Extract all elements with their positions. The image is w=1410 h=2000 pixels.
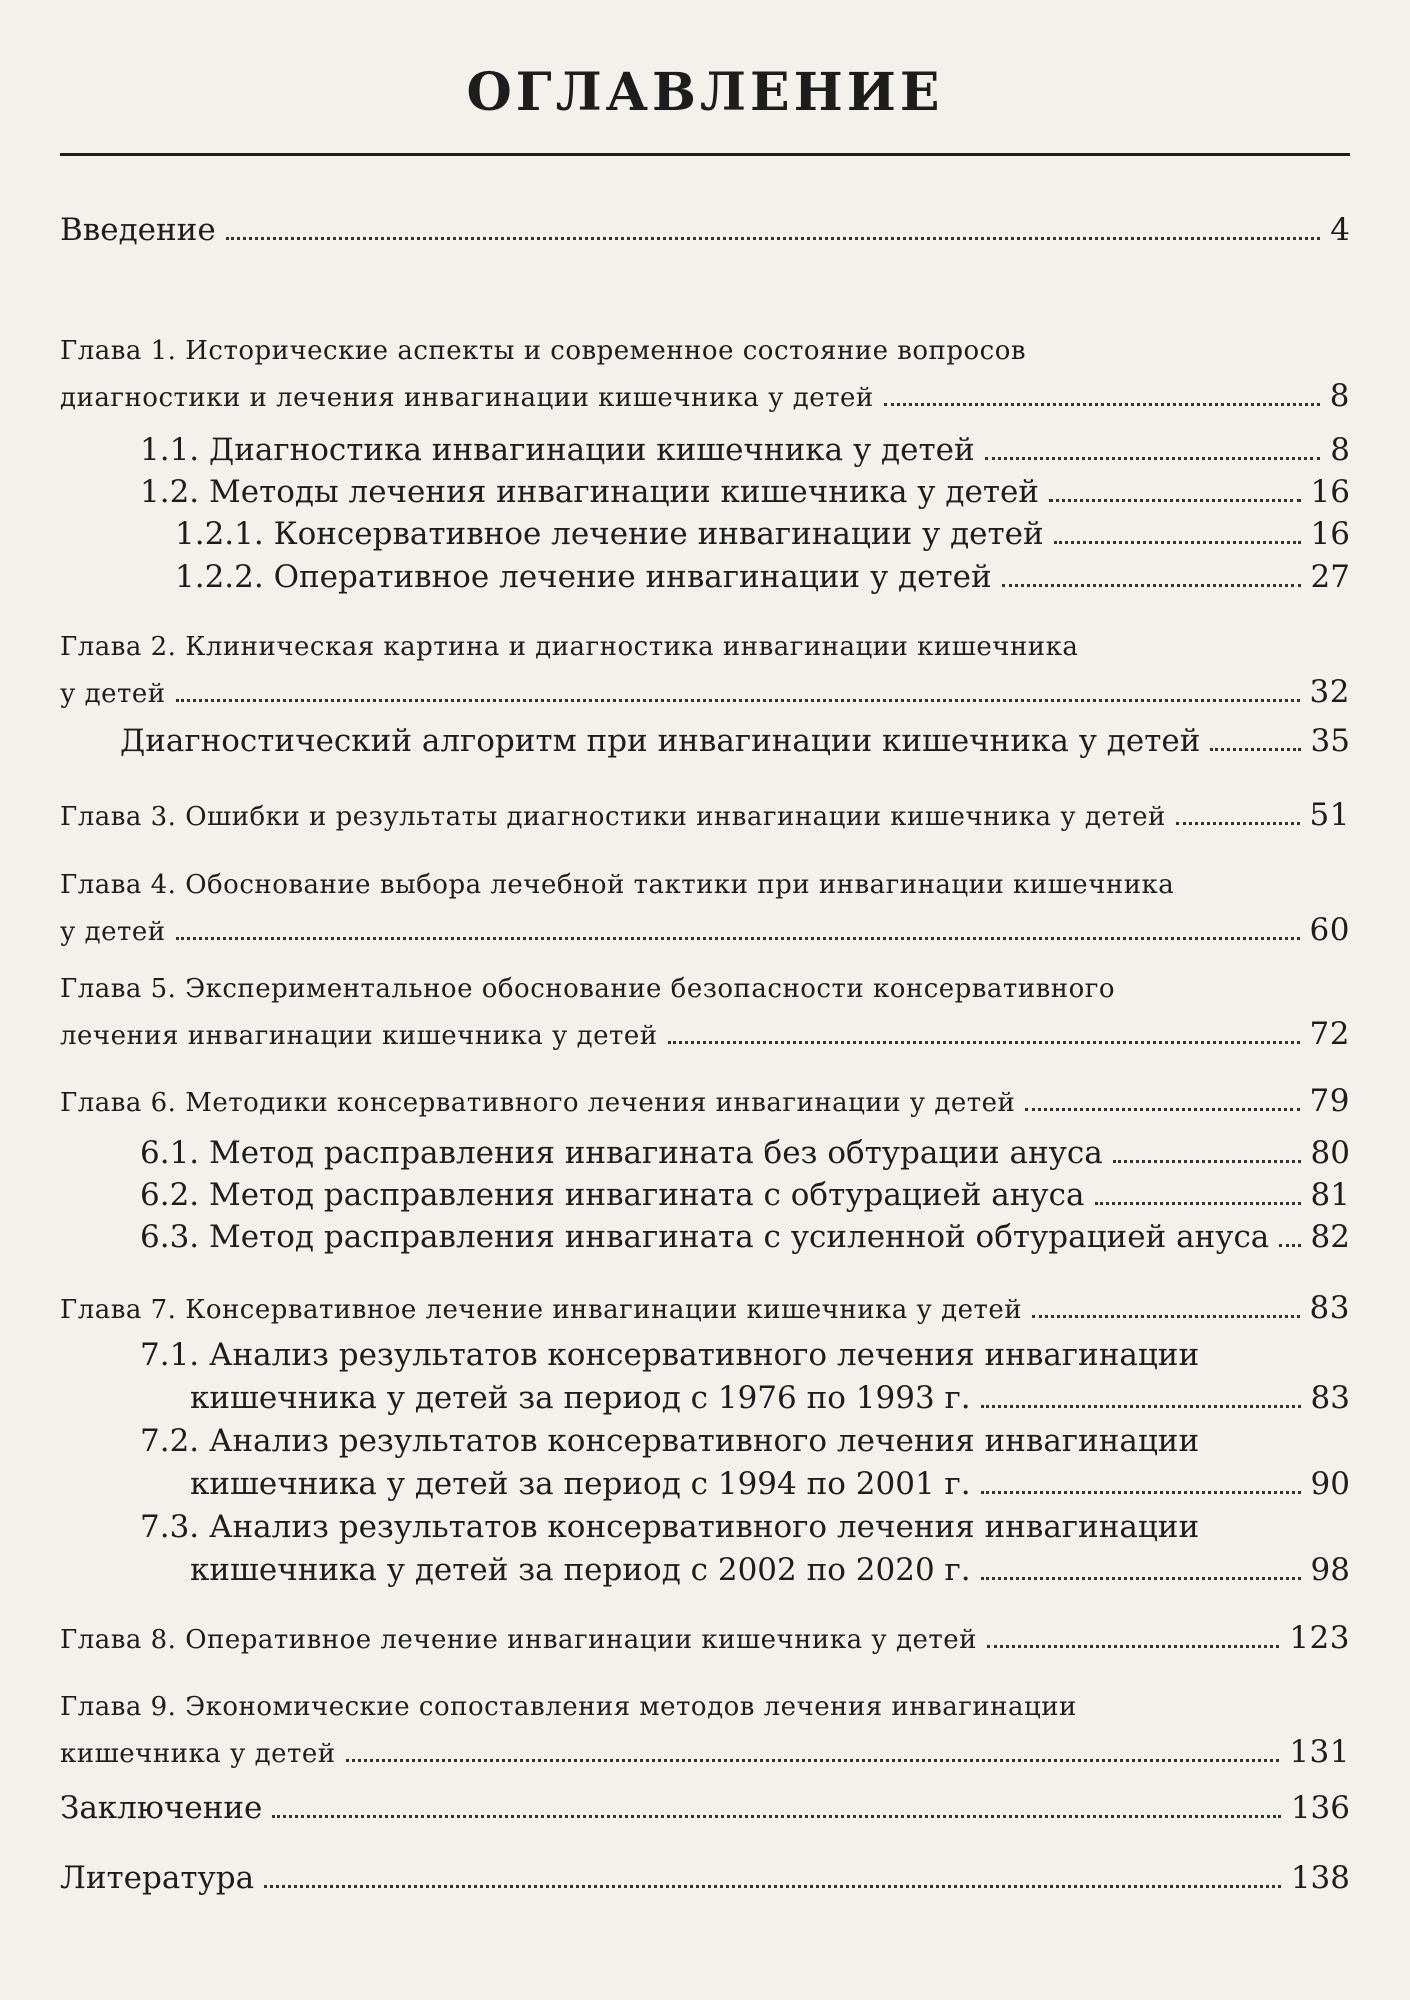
- toc-page-number: 83: [1310, 1380, 1350, 1416]
- leader-dots: [1054, 541, 1301, 544]
- toc-page-number: 136: [1290, 1790, 1350, 1826]
- toc-label-line1: 7.1. Анализ результатов консервативного лечения инвагинации: [140, 1337, 1200, 1373]
- toc-label-line2: кишечника у детей: [60, 1739, 336, 1769]
- toc-label-line2: лечения инвагинации кишечника у детей: [60, 1021, 658, 1051]
- toc-page-number: 82: [1310, 1219, 1350, 1255]
- leader-dots: [1025, 1108, 1299, 1111]
- toc-entry-chapter-8[interactable]: [60, 1620, 1350, 1656]
- toc-label: Глава 7. Консервативное лечение инвагинации кишечника у детей: [60, 1295, 1023, 1325]
- toc-label-line1: Глава 1. Исторические аспекты и современное состояние вопросов: [60, 336, 1027, 366]
- toc-entry-diagnostic-algorithm[interactable]: [60, 723, 1350, 759]
- leader-dots: [985, 457, 1321, 460]
- toc-page-number: 8: [1330, 432, 1350, 468]
- toc-page-number: 90: [1310, 1466, 1350, 1502]
- toc-page-number: 138: [1290, 1860, 1350, 1896]
- toc-page-number: 98: [1310, 1552, 1350, 1588]
- leader-dots: [1095, 1202, 1301, 1205]
- page-title: ОГЛАВЛЕНИЕ: [466, 62, 944, 123]
- leader-dots: [1002, 584, 1301, 587]
- toc-entry-7-2[interactable]: [60, 1423, 1350, 1459]
- leader-dots: [1176, 822, 1300, 825]
- toc-entry-chapter-9-cont[interactable]: [60, 1734, 1350, 1770]
- toc-label: 6.1. Метод расправления инвагината без обтурации ануса: [140, 1135, 1103, 1171]
- toc-page-number: 51: [1309, 797, 1350, 833]
- toc-label: 6.2. Метод расправления инвагината с обтурацией ануса: [140, 1177, 1085, 1213]
- leader-dots: [226, 237, 1321, 240]
- leader-dots: [884, 403, 1320, 406]
- toc-page-number: 79: [1309, 1083, 1350, 1119]
- toc-entry-chapter-1[interactable]: [60, 336, 1350, 366]
- toc-entry-7-1-cont[interactable]: [60, 1380, 1350, 1416]
- toc-entry-chapter-5[interactable]: [60, 974, 1350, 1004]
- toc-page-number: 123: [1289, 1620, 1350, 1656]
- toc-label: 1.2. Методы лечения инвагинации кишечника у детей: [140, 474, 1039, 510]
- toc-label-line1: 7.2. Анализ результатов консервативного лечения инвагинации: [140, 1423, 1200, 1459]
- leader-dots: [1113, 1160, 1301, 1163]
- toc-entry-1-2[interactable]: [60, 474, 1350, 510]
- toc-entry-chapter-2-cont[interactable]: [60, 674, 1350, 710]
- toc-entry-intro[interactable]: [60, 212, 1350, 248]
- leader-dots: [176, 699, 1300, 702]
- leader-dots: [1049, 499, 1301, 502]
- toc-entry-chapter-3[interactable]: [60, 797, 1350, 833]
- toc-entry-chapter-7[interactable]: [60, 1290, 1350, 1326]
- toc-page-number: 83: [1309, 1290, 1350, 1326]
- toc-entry-chapter-5-cont[interactable]: [60, 1016, 1350, 1052]
- toc-page-number: 16: [1310, 474, 1350, 510]
- toc-page-number: 16: [1310, 516, 1350, 552]
- leader-dots: [981, 1491, 1301, 1494]
- toc-entry-7-3[interactable]: [60, 1509, 1350, 1545]
- toc-entry-6-2[interactable]: [60, 1177, 1350, 1213]
- leader-dots: [272, 1815, 1280, 1818]
- toc-label: 6.3. Метод расправления инвагината с усиленной обтурацией ануса: [140, 1219, 1270, 1255]
- leader-dots: [176, 937, 1300, 940]
- toc-entry-chapter-4[interactable]: [60, 870, 1350, 900]
- toc-entry-6-3[interactable]: [60, 1219, 1350, 1255]
- toc-entry-chapter-9[interactable]: [60, 1692, 1350, 1722]
- toc-page-number: 81: [1310, 1177, 1350, 1213]
- toc-label-line2: кишечника у детей за период с 1976 по 1993 г.: [190, 1380, 971, 1416]
- toc-label-line1: 7.3. Анализ результатов консервативного лечения инвагинации: [140, 1509, 1200, 1545]
- title-rule: [60, 153, 1350, 156]
- toc-entry-7-1[interactable]: [60, 1337, 1350, 1373]
- toc-page-number: 4: [1330, 212, 1350, 248]
- toc-label-line2: у детей: [60, 917, 166, 947]
- toc-page-number: 35: [1310, 723, 1350, 759]
- leader-dots: [264, 1885, 1281, 1888]
- toc-entry-chapter-6[interactable]: [60, 1083, 1350, 1119]
- leader-dots: [1032, 1315, 1299, 1318]
- toc-label: Заключение: [60, 1790, 263, 1826]
- toc-entry-1-1[interactable]: [60, 432, 1350, 468]
- toc-entry-1-2-1[interactable]: [60, 516, 1350, 552]
- toc-label-line2: кишечника у детей за период с 1994 по 2001 г.: [190, 1466, 971, 1502]
- toc-label: Диагностический алгоритм при инвагинации кишечника у детей: [120, 723, 1201, 759]
- toc-label: Введение: [60, 212, 216, 248]
- toc-label-line1: Глава 2. Клиническая картина и диагностика инвагинации кишечника: [60, 632, 1079, 662]
- toc-entry-7-2-cont[interactable]: [60, 1466, 1350, 1502]
- leader-dots: [346, 1759, 1280, 1762]
- toc-page-number: 72: [1309, 1016, 1350, 1052]
- toc-label: 1.2.2. Оперативное лечение инвагинации у детей: [175, 559, 992, 595]
- toc-page-number: 80: [1310, 1135, 1350, 1171]
- toc-label: Глава 8. Оперативное лечение инвагинации кишечника у детей: [60, 1625, 977, 1655]
- leader-dots: [981, 1405, 1301, 1408]
- toc-label: Литература: [60, 1860, 255, 1896]
- toc-entry-conclusion[interactable]: [60, 1790, 1350, 1826]
- toc-page-number: 131: [1289, 1734, 1350, 1770]
- toc-label: 1.2.1. Консервативное лечение инвагинации у детей: [175, 516, 1044, 552]
- toc-label-line1: Глава 4. Обоснование выбора лечебной тактики при инвагинации кишечника: [60, 870, 1175, 900]
- leader-dots: [668, 1041, 1300, 1044]
- toc-label-line2: у детей: [60, 679, 166, 709]
- toc-page-number: 27: [1310, 559, 1350, 595]
- toc-entry-literature[interactable]: [60, 1860, 1350, 1896]
- toc-label-line2: диагностики и лечения инвагинации кишечника у детей: [60, 383, 874, 413]
- toc-entry-chapter-4-cont[interactable]: [60, 912, 1350, 948]
- leader-dots: [987, 1645, 1279, 1648]
- toc-label: 1.1. Диагностика инвагинации кишечника у детей: [140, 432, 975, 468]
- toc-entry-1-2-2[interactable]: [60, 559, 1350, 595]
- leader-dots: [1210, 748, 1300, 751]
- toc-label-line1: Глава 5. Экспериментальное обоснование безопасности консервативного: [60, 974, 1116, 1004]
- leader-dots: [981, 1577, 1301, 1580]
- toc-label: Глава 6. Методики консервативного лечения инвагинации у детей: [60, 1088, 1016, 1118]
- toc-entry-chapter-2[interactable]: [60, 632, 1350, 662]
- toc-entry-6-1[interactable]: [60, 1135, 1350, 1171]
- toc-entry-7-3-cont[interactable]: [60, 1552, 1350, 1588]
- toc-page-number: 32: [1309, 674, 1350, 710]
- toc-page-number: 60: [1309, 912, 1350, 948]
- toc-label: Глава 3. Ошибки и результаты диагностики инвагинации кишечника у детей: [60, 802, 1166, 832]
- toc-page-number: 8: [1329, 378, 1350, 414]
- leader-dots: [1279, 1244, 1300, 1247]
- toc-label-line1: Глава 9. Экономические сопоставления методов лечения инвагинации: [60, 1692, 1077, 1722]
- toc-label-line2: кишечника у детей за период с 2002 по 2020 г.: [190, 1552, 971, 1588]
- toc-entry-chapter-1-cont[interactable]: [60, 378, 1350, 414]
